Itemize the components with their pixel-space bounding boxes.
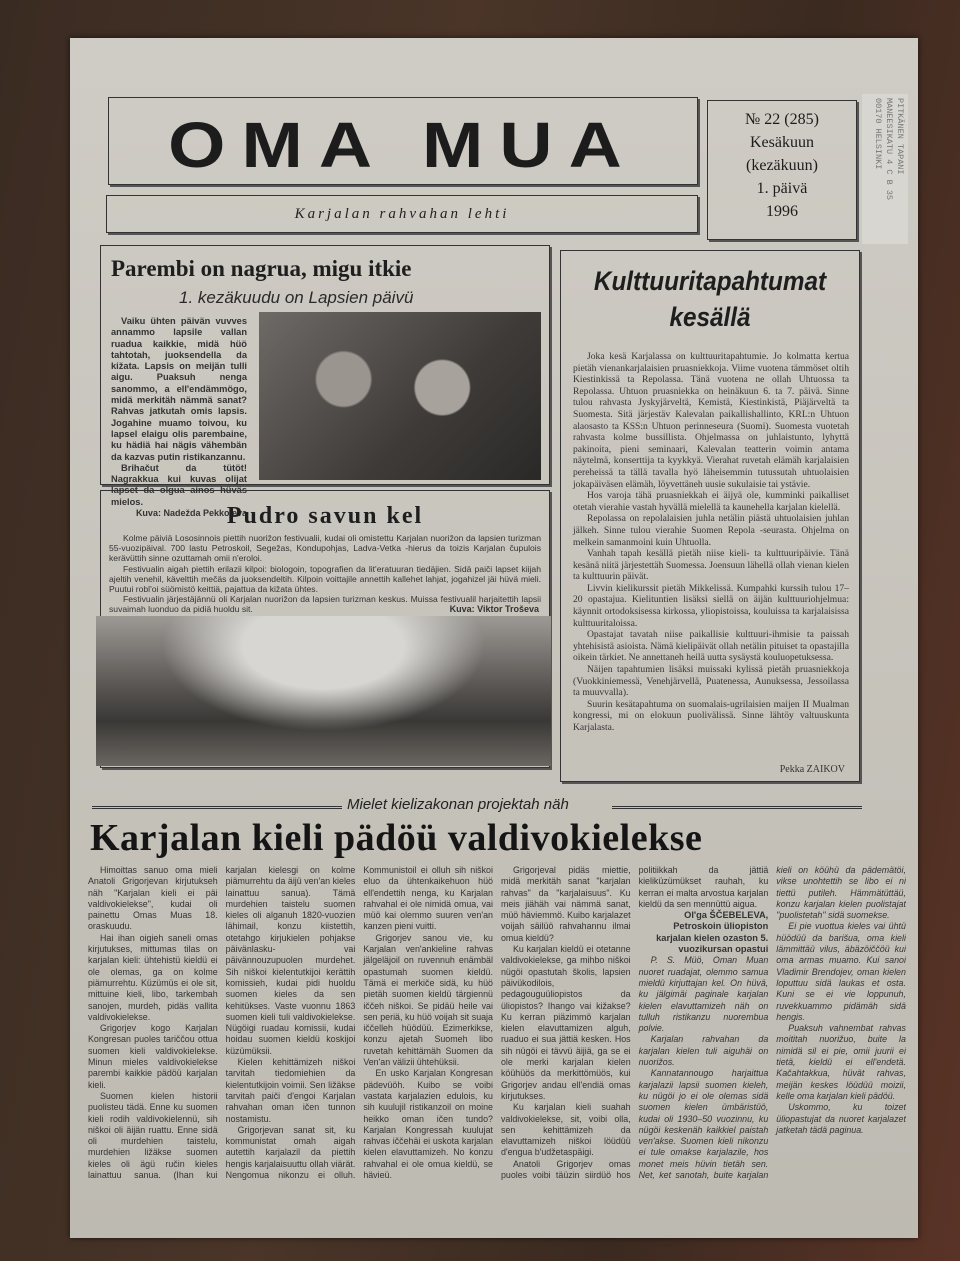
paragraph: Brihačut da tütöt! Nagrakkua kui kuvas olijat lapset da olgua ainos hüväs mielos. bbox=[111, 462, 247, 507]
issue-number: № 22 (285) bbox=[745, 111, 819, 128]
issue-box bbox=[707, 100, 857, 240]
signature-name: Ol'ga ŠČEBELEVA, bbox=[684, 910, 769, 921]
paragraph: Ku karjalan kieldü ei otetanne valdivokielekse, ga mihbo niškoi nügöi opastutah školis, lapsien päivükodilois, pedagouguüliopistos da üliopistos? Ihango vai kižakse? Ku kerran piäzimmö karjalan kielen elavuttamizen alguh, ruaduo ei sua jättiä kesken. Hos sih nügöi ei tävvü äijiä, ga se ei ole merki karjalan kielen köühüös da merkittömüös, kui Grigorjev andau ell'endiä omas kirjutukses. bbox=[500, 944, 631, 1101]
article-body bbox=[109, 533, 541, 615]
photo-camp bbox=[96, 616, 551, 766]
article-body bbox=[573, 351, 849, 734]
postscript-paragraph: Ei pie vuottua kieles vai ühtü hüödüü da barišua, oma kieli lämmittäü vilus, äbäzöiččöü kui oma armas muamo. Kui sanoi Vladimir Brendojev, oman kielen loputtuu sidä laukas et osta. Kuni se ei vie loppunuh, ruvekkuammo pidämäh sidä hengis. bbox=[776, 921, 906, 1022]
main-headline: Karjalan kieli pädöü valdivokielekse bbox=[90, 817, 703, 859]
newspaper-title: OMA MUA bbox=[168, 109, 638, 181]
paragraph: Grigorjeval pidäs miettie, midä merkitäh sanat "karjalan rahvas" da "karjalaisuus". Ku meis jiähäh vai nämmä sanat, müö häviemmö. Kuibo karjalazet voijah säilüö rahvahannu ilmai omua kieldü? bbox=[500, 865, 631, 943]
photo-laughing-children bbox=[259, 312, 541, 480]
address-line: 00170 HELSINKI bbox=[873, 98, 883, 170]
tagline: Karjalan rahvahan lehti bbox=[294, 206, 510, 222]
main-article-body bbox=[88, 865, 906, 1190]
paragraph: Kielen kehittämizeh niškoi tarvitah tiedomiehien da kielentutkijoin voimii. Sen ližäkse tarvitah paiči d'engoi Karjalan rahvahan oman ičen tunnon nostamistu. bbox=[225, 1057, 356, 1124]
paragraph: Repolassa on repolalaisien juhla netälin piästä uhtuolaisien juhlan jälkeh. Sinne tulou vierahie Suomen Repola -seurasta. Ohjelma on melkein samanmoini kuin Uhtuolla. bbox=[573, 513, 849, 548]
paragraph: Grigorjevan sanat sit, ku kommunistat omah aigah autettih karjalazil da piettih hengis karjalaisuuttu ollah viärät. Nengomua nikonzu ei olluh. Kommunistoil ei olluh sih niškoi eluo da ühtenkaikehuon hüö ell'endettih nenga, ku Karjalan rahvahal ei ole nimidä omua, vai müö kai olemmo suuren ven'an kanzen pieni vuitti. bbox=[225, 865, 493, 1181]
paragraph: Näijen tapahtumien lisäksi muissaki kylissä pietäh pruasniekkoja (Vuokkiniemessä, Venehjärvellä, Puatenessa, Aunuksessa, Jessoilassa ta muuvvalla). bbox=[573, 664, 849, 699]
kicker bbox=[92, 796, 862, 816]
article-body bbox=[111, 316, 247, 519]
paragraph: Suomen kielen historii puolisteu tädä. Enne ku suomen kieli rodih valdivokielennü, sih niškoi oli äijän ruattu. Enne sidä oli murdehien taistelu, murdehien ližäkse suomen kieles oli ägü ručin kieles lainattuu sanua. (Ihan kui karjalan kielesgi on kolme piämurrehtu da äijü ven'an kieles lainattuu sanua). Tämä murdehien taistelu suomen kieles oli alganuh 1820-vuozien lähimail, konzu kiistettih, otetahgo kirjukielen pohjakse päivänlasku- vai päivännouzupuolen murdehet. Sih niškoi kielentutkijoi kerättih komissieh, kudai pidi huoldu suomen kieles da sen kehitükses. Vaste vuonnu 1863 suomen kieli tuli valdivokielekse. Nügöigi ruadau komissii, kudai hoidau suomen kieldü koskijoi küzümüksii. bbox=[88, 865, 356, 1181]
postscript-paragraph: Kannatannougo harjaittua karjalazii lapsii suomen kieleh, ku nügöi jo ei ole olemas sidä suomen kielen ümbäristüö, kudai oli 1930–50 vuozinnu, ku nügöi keskenäh kaikkiel paistah ven'akse. Suomen kieli nikonzu ei tule omakse karjalazile, hos monet meis hüvin tietäh sen. Net, ket sanotah, buite karjalan kieli on köühü da pädemätöi, vikse unohtettih se libo ei ni tiettü putileh. Hämmätüttäü, konzu karjalan kielen puolistajat "puolistetah" sidä suomekse. bbox=[638, 865, 906, 1181]
issue-month: Kesäkuun bbox=[750, 134, 814, 151]
paragraph: Hai ihan oigieh saneli omas kirjutukses, mittumas tilas on karjalan kieli: ühtehistü kieldü ei ole olemas, ga on kolme piämurrehtu. Küzümüs ei ole sit, mittuine kieli, libo, tarkembah sanojen, murdeh, pidäs vallita valdivokielekse. bbox=[88, 932, 218, 1022]
address-label bbox=[862, 94, 908, 244]
paragraph: Hos varoja tähä pruasniekkah ei äijyä ole, kumminki paikalliset otetah vierahie vastah hyvällä mielellä ta kaunehella karjalan kielellä. bbox=[573, 490, 849, 513]
photo-credit: Kuva: Viktor Troševa bbox=[449, 604, 539, 614]
signature-title: Petroskoin üliopiston karjalan kielen ozaston 5. vuozikursan opastui bbox=[656, 921, 769, 955]
newspaper-page bbox=[70, 38, 918, 1238]
byline: Pekka ZAIKOV bbox=[779, 764, 845, 775]
paragraph: Vaiku ühten päivän vuvves annammo lapsile vallan ruadua kaikkie, midä hüö tahtotah, juoksendella da kižata. Lapsis on meijän tulli aigu. Puaksuh nenga sanommo, a ell'endämmögo, midä merkitäh nämmä sanat? Rahvas jatkutah omis lapsis. Jogahine muamo toivou, ku lapsel elaigu olis parembaine, ku hädiä hai nägis vähembän da kazvas putin ristikanzannu. bbox=[111, 316, 247, 462]
kicker-text: Mielet kielizakonan projektah näh bbox=[347, 796, 569, 813]
paragraph: Grigorjev kogo Karjalan Kongresan puoles tariččou ottua suomen kieli valdivokielekse. Minun mieles valdivokielekse parembi kaikkie pädöü karjalan kieli. bbox=[88, 1023, 218, 1090]
paragraph: Himoittas sanuo oma mieli Anatoli Grigorjevan kirjutukseh näh "Karjalan kieli ei päi valdivokielekse", kudai oli painettu Omas Muas 18. oraskuudu. bbox=[88, 865, 218, 932]
paragraph: Vanhah tapah kesällä pietäh niise kieli- ta kulttuuripäivie. Tänä kesänä niitä järjestettäh Suomessa. Joensuun lähellä ollah vienan kielen ta kulttuurin päivät. bbox=[573, 548, 849, 583]
postscript-paragraph: P. S. Müö, Oman Muan nuoret ruadajat, olemmo samua mieldü kirjuttajan kel. On hüvä, ku jälgimäi paginale karjalan kielen elavuttamizeh näh on tulluh ristikanzu nuorembua polvie. bbox=[638, 955, 769, 1034]
paragraph: Joka kesä Karjalassa on kulttuuritapahtumie. Jo kolmatta kertua pietäh vienankarjalaisien pruasniekkoja. Viime vuotena tämmöset oltih Kiestinkissä ta Repolassa. Tänä vuotena ne ollah Uhtuossa ta Repolassa. Uhtuon pruasniekka on heinäkuun 6. ta 7. päivä. Sinne tulou rahvasta Jyskyjärveltä, Kemistä, Kiestinkistä, Piäjärveltä ta Suomesta. Sitä järjestäv Kalevalan paikallishallinto, KRL:n Uhtuon alaosasto ta KSS:n Uhtuon perinneseura (Suomi). Suomesta vuotetah rahvasta kolme bussillista. Ohjelmassa on juhlaistunto, lyhyttä pakinoita, pieni seminaari, Kalevalan teatterin voimin antama näytelmä, konserttija ta kyykkyä. Vierahat ruvetah elämäh karjalaisien pereheissä ta tällä tavalla hyö läheisemmin tutussutah uhtuolaisien jokapäiväsen elämäh, löyvettäneh uusie sukulaisie tai ystävie. bbox=[573, 351, 849, 490]
issue-day: 1. päivä bbox=[756, 180, 808, 197]
postscript-paragraph: Uskommo, ku toizet üliopastujat da nuoret karjalazet jatketah tädä paginua. bbox=[776, 1102, 906, 1135]
article-festival bbox=[100, 490, 550, 768]
paragraph: Suurin kesätapahtuma on suomalais-ugrilaisien maijen II Mualman kongressi, mi on elokuun puolivälissä. Sinne lähtöy valtuuskunta Karjalasta. bbox=[573, 698, 849, 733]
paragraph: Livvin kielikurssit pietäh Mikkelissä. Kumpahki kurssih tulou 17–20 opastajua. Kielituntien lisäksi siellä on äijän kulttuuriohjelmua: käynnit ortodoksisessa kirkossa, yliopistoissa, kouluissa ta karjalaisissa kulttuuritaloissa. bbox=[573, 582, 849, 629]
issue-month-karelian: (kezäkuun) bbox=[746, 157, 818, 174]
subheadline: 1. kezäkuudu on Lapsien päivü bbox=[179, 288, 414, 307]
paragraph: Festivualin järjestäjännü oli Karjalan nuorižon da lapsien turizman keskus. Muissa festivualil harjaitettih lapsii suvaimah luonduo da pidiä huoldu sit. bbox=[109, 594, 541, 615]
postscript-paragraph: Karjalan rahvahan da karjalan kielen tuli aiguhäi on nuorižos. bbox=[638, 1034, 769, 1068]
address-line: MANEESIKATU 4 C B 35 bbox=[884, 98, 894, 201]
address-line: PITKÄNEN TAPANI bbox=[895, 98, 905, 175]
headline: Parembi on nagrua, migu itkie bbox=[111, 256, 412, 281]
divider bbox=[612, 806, 862, 809]
photo-credit: Kuva: Nadežda Pekkojeva bbox=[135, 508, 247, 519]
article-culture-events bbox=[560, 250, 860, 782]
postscript-paragraph: Puaksuh vahnembat rahvas moititah nuorižuo, buite la nimidä sil ei pie, omii juurii ei tietä, kieldü ei ell'endetä. Kačahtakkua, hüvät rahvas, meijän keskes löüdüü moizii, kelle oma karjalan kieli pädöü. bbox=[776, 1023, 906, 1101]
headline: Kulttuuritapahtumat kesällä bbox=[593, 266, 827, 332]
paragraph: Ku karjalan kieli suahah valdivokielekse, sit, voibi olla, sen kehittämizeh da elavuttamizeh niškoi löüdüü d'engua b'udžetaspäigi. bbox=[500, 1102, 631, 1158]
paragraph: Kolme päiviä Lososinnois piettih nuorižon festivualii, kudai oli omistettu Karjalan nuorižon da lapsien turizman 55-vuozipäival. 700 lastu Petroskoil, Segežas, Kondupohjas, Ladva-Vetka -hierus da toizis Karjalan čupulois kerävüttih sinne ozuttamah omii n'eroloi. bbox=[109, 533, 541, 564]
divider bbox=[92, 806, 342, 809]
masthead bbox=[108, 97, 698, 185]
paragraph: Opastajat tavatah niise paikallisie kulttuuri-ihmisie ta paissah yhtehisistä asioista. Nämä kielipäivät ollah netälin pituiset ta opastajilla oikein tärkiet. Ne annettaneh heilä uutta sysäystä kouluopetuksessa. bbox=[573, 629, 849, 664]
tagline-box bbox=[106, 195, 698, 233]
paragraph: En usko Karjalan Kongresan pädevüöh. Kuibo se voibi vastata karjalazien edulois, ku sih kuulujil ristikanzoil on moine heikko oman ičen tundo? Karjalan Kongressah kuulujat rahvas iččehäi ei uskota karjalan kielen elavuttamizeh. No konzu rahvahal ei ole omua kieldü, se häviеü. bbox=[363, 1068, 493, 1181]
paragraph: Anatoli Grigorjev omas puoles voibi täüzin siirdüö hos politiikkah da jättiä kieliküzümükset rauhah, ku kerran ei malta arvostua karjalan kieldü da sen mennüttü aigua. bbox=[500, 865, 769, 1181]
issue-year: 1996 bbox=[766, 203, 798, 220]
paragraph: Festivualin aigah piettih erilazii kilpoi: biologoin, topografien da lit'eratuuran tiedäjien. Sidä paiči lapset kiijah ajeltih venehil, kävelttih mečäs da juoksendeltih. Kilpoin voittajile annettih kallehet lahjat, jogahizel jäi hüvä mieli. Puutui robl'oi süömistö keittiä, pajattua da kižata ühtes. bbox=[109, 563, 541, 595]
headline: Pudro savun kel bbox=[226, 503, 424, 529]
paragraph: Grigorjev sanou vie, ku Karjalan ven'ankieline rahvas jälgeläjoil on ruvennuh enämbäl opastumah suomen kieldü. Tämä ei merkiče sidä, ku hüö pietäh suomen kieldü tärgiennü iččeh niškoi. Se pidäü heile vai sen periä, ku hüö voijah sit suaja iččelleh hüödüü. Ezimerkikse, konzu ajetah Suomeh libo ruvetah kehittämäh Suomen da Ven'an välizii ühtehüksii. bbox=[363, 932, 493, 1068]
